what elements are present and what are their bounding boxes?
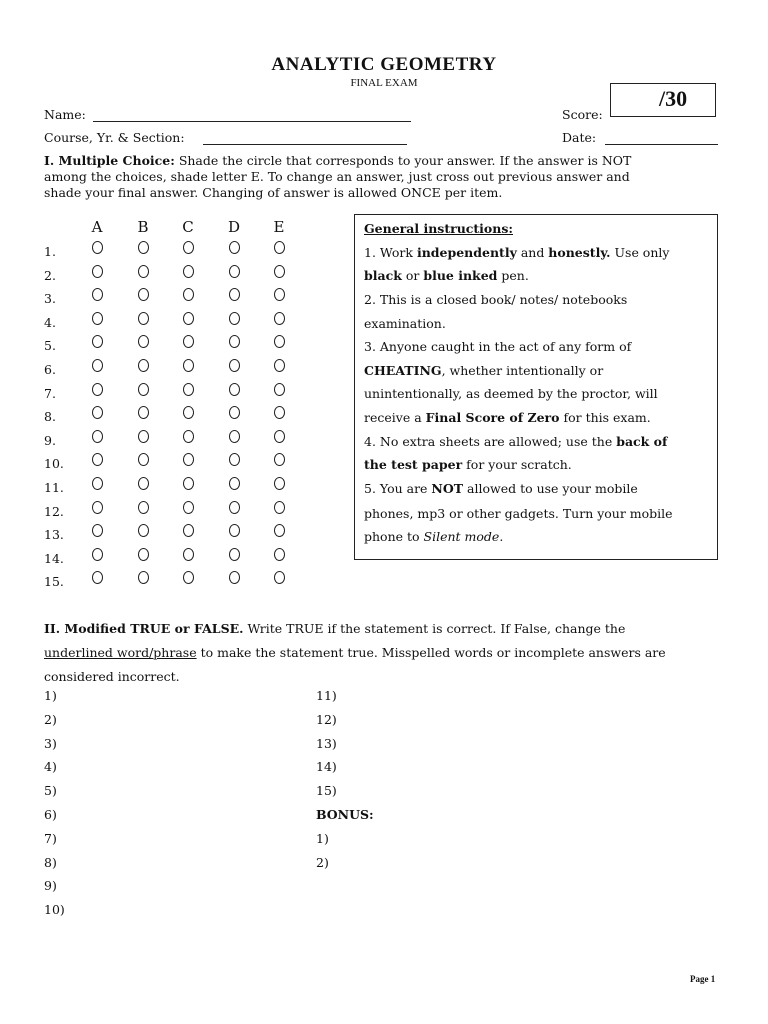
instr-line-12: phones, mp3 or other gadgets. Turn your mobile (364, 506, 673, 521)
answer-bubble-e[interactable] (274, 548, 285, 561)
answer-bubble-c[interactable] (183, 524, 194, 537)
instr-line-1: 1. Work independently and honestly. Use only (364, 245, 670, 260)
answer-bubble-d[interactable] (229, 383, 240, 396)
answer-bubble-b[interactable] (138, 241, 149, 254)
answer-bubble-b[interactable] (138, 288, 149, 301)
item-number: 1. (44, 244, 56, 259)
answer-bubble-a[interactable] (92, 501, 103, 514)
answer-bubble-c[interactable] (183, 288, 194, 301)
item-number: 5. (44, 338, 56, 354)
part1-text-3: shade your final answer. Changing of answer is allowed ONCE per item. (44, 185, 503, 200)
course-line[interactable] (203, 144, 407, 145)
tf-item: 5) (44, 783, 57, 799)
answer-bubble-d[interactable] (229, 241, 240, 254)
part2-instructions (44, 617, 724, 689)
answer-bubble-e[interactable] (274, 524, 285, 537)
option-header-a: A (91, 218, 103, 236)
answer-bubble-c[interactable] (183, 477, 194, 490)
answer-bubble-d[interactable] (229, 501, 240, 514)
answer-bubble-b[interactable] (138, 571, 149, 584)
answer-bubble-e[interactable] (274, 430, 285, 443)
answer-bubble-a[interactable] (92, 241, 103, 254)
instr-line-5: 3. Anyone caught in the act of any form of (364, 339, 632, 354)
answer-bubble-a[interactable] (92, 524, 103, 537)
answer-bubble-b[interactable] (138, 335, 149, 348)
answer-bubble-a[interactable] (92, 265, 103, 278)
option-header-b: B (137, 218, 149, 236)
answer-bubble-d[interactable] (229, 524, 240, 537)
score-label: Score: (562, 107, 603, 122)
answer-bubble-b[interactable] (138, 406, 149, 419)
answer-bubble-e[interactable] (274, 453, 285, 466)
answer-bubble-e[interactable] (274, 312, 285, 325)
answer-bubble-b[interactable] (138, 501, 149, 514)
answer-bubble-b[interactable] (138, 312, 149, 325)
item-number: 13. (44, 527, 64, 543)
part2-text-3: considered incorrect. (44, 669, 180, 684)
answer-bubble-c[interactable] (183, 571, 194, 584)
option-header-d: D (227, 218, 241, 236)
answer-bubble-c[interactable] (183, 335, 194, 348)
tf-item: 10) (44, 902, 65, 918)
instr-line-11: 5. You are NOT allowed to use your mobile (364, 481, 638, 496)
bonus-item: 1) (316, 830, 329, 846)
answer-bubble-c[interactable] (183, 501, 194, 514)
tf-item: 1) (44, 688, 57, 703)
answer-bubble-d[interactable] (229, 265, 240, 278)
date-label: Date: (562, 130, 597, 145)
tf-item: 14) (316, 759, 337, 775)
score-box[interactable] (610, 83, 716, 117)
instr-line-6: CHEATING, whether intentionally or (364, 363, 604, 378)
answer-bubble-e[interactable] (274, 288, 285, 301)
general-instructions-heading: General instructions: (364, 221, 513, 236)
part2-heading: II. Modified TRUE or FALSE. (44, 621, 244, 636)
answer-bubble-b[interactable] (138, 524, 149, 537)
answer-bubble-c[interactable] (183, 406, 194, 419)
item-number: 4. (44, 314, 56, 330)
score-total: /30 (659, 86, 688, 111)
answer-bubble-c[interactable] (183, 383, 194, 396)
tf-item: 6) (44, 807, 57, 822)
answer-bubble-b[interactable] (138, 430, 149, 443)
answer-bubble-e[interactable] (274, 265, 285, 278)
answer-bubble-a[interactable] (92, 548, 103, 561)
answer-bubble-b[interactable] (138, 383, 149, 396)
answer-bubble-d[interactable] (229, 430, 240, 443)
part2-underlined-phrase: underlined word/phrase (44, 645, 197, 660)
name-line[interactable] (93, 121, 411, 122)
answer-bubble-d[interactable] (229, 571, 240, 584)
answer-bubble-c[interactable] (183, 241, 194, 254)
instr-line-9: 4. No extra sheets are allowed; use the back of (364, 434, 668, 449)
answer-bubble-a[interactable] (92, 312, 103, 325)
option-header-c: C (182, 218, 194, 236)
answer-bubble-e[interactable] (274, 477, 285, 490)
answer-bubble-b[interactable] (138, 265, 149, 278)
instr-line-8: receive a Final Score of Zero for this exam. (364, 410, 651, 425)
item-number: 8. (44, 409, 56, 425)
answer-bubble-b[interactable] (138, 548, 149, 561)
answer-bubble-a[interactable] (92, 406, 103, 419)
exam-title: ANALYTIC GEOMETRY (271, 54, 497, 75)
bonus-label: BONUS: (316, 807, 374, 822)
answer-bubble-c[interactable] (183, 548, 194, 561)
answer-bubble-a[interactable] (92, 288, 103, 301)
answer-bubble-d[interactable] (229, 548, 240, 561)
tf-item: 3) (44, 735, 57, 751)
item-number: 15. (44, 574, 64, 590)
tf-item: 4) (44, 759, 57, 775)
part2-text-2: to make the statement true. Misspelled words or incomplete answers are (196, 645, 666, 660)
date-line[interactable] (605, 144, 718, 145)
answer-bubble-a[interactable] (92, 477, 103, 490)
answer-bubble-e[interactable] (274, 359, 285, 372)
item-number: 3. (44, 291, 56, 307)
answer-bubble-b[interactable] (138, 453, 149, 466)
instr-line-10: the test paper for your scratch. (364, 457, 572, 472)
answer-bubble-d[interactable] (229, 335, 240, 348)
item-number: 11. (44, 480, 64, 495)
answer-bubble-d[interactable] (229, 477, 240, 490)
answer-bubble-e[interactable] (274, 571, 285, 584)
item-number: 12. (44, 503, 64, 519)
item-number: 7. (44, 385, 56, 401)
part1-text-2: among the choices, shade letter E. To change an answer, just cross out previous answer and (44, 169, 630, 184)
answer-bubble-e[interactable] (274, 406, 285, 419)
item-number: 9. (44, 432, 56, 448)
answer-bubble-a[interactable] (92, 383, 103, 396)
answer-bubble-d[interactable] (229, 453, 240, 466)
tf-item: 9) (44, 878, 57, 894)
option-header-e: E (273, 218, 285, 236)
tf-item: 8) (44, 854, 57, 870)
answer-bubble-e[interactable] (274, 335, 285, 348)
item-number: 10. (44, 456, 64, 472)
tf-item: 15) (316, 783, 337, 799)
answer-bubble-d[interactable] (229, 312, 240, 325)
instr-line-3: 2. This is a closed book/ notes/ notebooks (364, 292, 628, 307)
course-label: Course, Yr. & Section: (44, 130, 185, 145)
item-number: 6. (44, 362, 56, 377)
part2-text-1: Write TRUE if the statement is correct. If False, change the (243, 621, 626, 636)
answer-bubble-c[interactable] (183, 312, 194, 325)
answer-bubble-c[interactable] (183, 265, 194, 278)
answer-bubble-a[interactable] (92, 359, 103, 372)
answer-bubble-a[interactable] (92, 335, 103, 348)
answer-bubble-d[interactable] (229, 288, 240, 301)
tf-item: 12) (316, 711, 337, 727)
part1-heading: I. Multiple Choice: (44, 153, 175, 168)
answer-bubble-c[interactable] (183, 430, 194, 443)
name-label: Name: (44, 107, 86, 122)
answer-bubble-a[interactable] (92, 430, 103, 443)
answer-bubble-c[interactable] (183, 453, 194, 466)
answer-bubble-a[interactable] (92, 453, 103, 466)
answer-bubble-e[interactable] (274, 501, 285, 514)
answer-bubble-a[interactable] (92, 571, 103, 584)
part1-instructions (44, 153, 704, 201)
answer-bubble-d[interactable] (229, 406, 240, 419)
exam-subtitle: FINAL EXAM (350, 77, 418, 89)
answer-bubble-e[interactable] (274, 241, 285, 254)
item-number: 14. (44, 550, 64, 566)
page-number: Page 1 (690, 974, 716, 984)
instr-line-13: phone to Silent mode. (364, 529, 504, 544)
part1-text-1: Shade the circle that corresponds to your answer. If the answer is NOT (174, 153, 632, 168)
answer-bubble-d[interactable] (229, 359, 240, 372)
answer-bubble-b[interactable] (138, 359, 149, 372)
instr-line-7: unintentionally, as deemed by the proctor, will (364, 386, 658, 401)
tf-item: 2) (44, 711, 57, 727)
bonus-item: 2) (316, 854, 329, 870)
item-number: 2. (44, 267, 56, 283)
answer-bubble-e[interactable] (274, 383, 285, 396)
answer-bubble-c[interactable] (183, 359, 194, 372)
tf-item: 11) (316, 688, 337, 703)
instr-line-2: black or blue inked pen. (364, 268, 529, 283)
instr-line-4: examination. (364, 316, 446, 331)
answer-bubble-b[interactable] (138, 477, 149, 490)
tf-item: 13) (316, 735, 337, 751)
tf-item: 7) (44, 830, 57, 846)
